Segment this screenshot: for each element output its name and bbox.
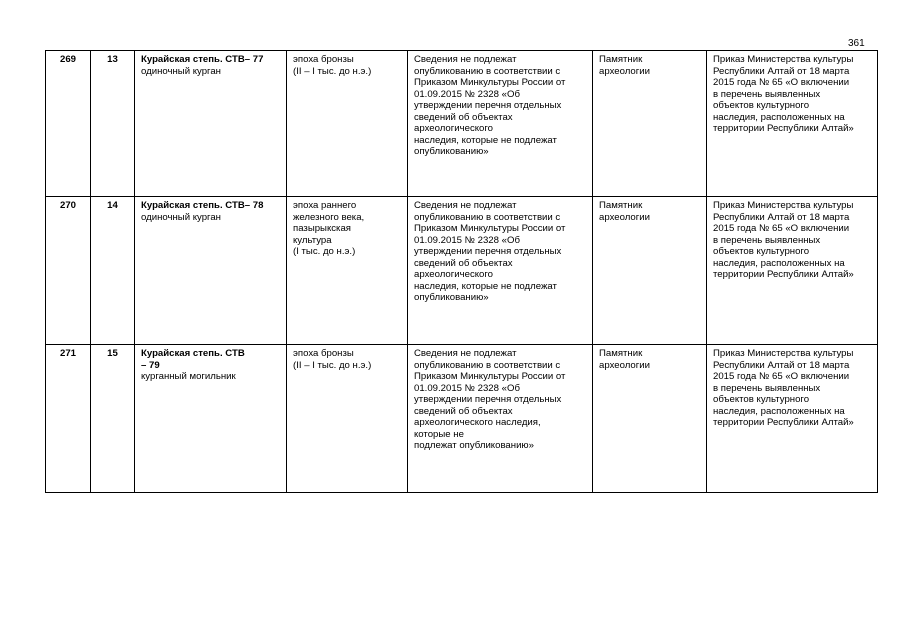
- item-number-cell: 14: [91, 197, 135, 345]
- site-type: курганный могильник: [141, 371, 236, 382]
- document-text: Приказ Министерства культуры Республики Алтай от 18 марта 2015 года № 65 «О включении в перечень выявленных объектов культурного наследия, расположенных на территории Республики Алтай»: [713, 200, 854, 280]
- table-row: [46, 345, 878, 493]
- category-cell: [593, 51, 707, 197]
- category-text: Памятник археологии: [599, 54, 650, 77]
- page-number: 361: [848, 38, 865, 49]
- site-name: Курайская степь. СТВ– 78: [141, 200, 264, 211]
- site-name-cell: [135, 197, 287, 345]
- dating-text: эпоха раннего железного века, пазырыкская культура (I тыс. до н.э.): [293, 200, 365, 257]
- category-cell: [593, 197, 707, 345]
- heritage-registry-table: [45, 50, 878, 493]
- document-cell: [707, 345, 878, 493]
- site-name: Курайская степь. СТВ– 77: [141, 54, 264, 65]
- location-cell: [408, 51, 593, 197]
- dating-cell: [287, 51, 408, 197]
- document-cell: [707, 51, 878, 197]
- site-name-cell: [135, 51, 287, 197]
- category-text: Памятник археологии: [599, 200, 650, 223]
- dating-text: эпоха бронзы (II – I тыс. до н.э.): [293, 54, 372, 77]
- category-text: Памятник археологии: [599, 348, 650, 371]
- document-text: Приказ Министерства культуры Республики Алтай от 18 марта 2015 года № 65 «О включении в перечень выявленных объектов культурного наследия, расположенных на территории Республики Алтай»: [713, 54, 854, 134]
- document-text: Приказ Министерства культуры Республики Алтай от 18 марта 2015 года № 65 «О включении в перечень выявленных объектов культурного наследия, расположенных на территории Республики Алтай»: [713, 348, 854, 428]
- category-cell: [593, 345, 707, 493]
- location-cell: [408, 197, 593, 345]
- site-type: одиночный курган: [141, 65, 221, 77]
- registry-number-cell: 271: [46, 345, 91, 493]
- registry-number-cell: 270: [46, 197, 91, 345]
- registry-number-cell: 269: [46, 51, 91, 197]
- dating-text: эпоха бронзы (II – I тыс. до н.э.): [293, 348, 372, 371]
- dating-cell: [287, 345, 408, 493]
- item-number-cell: 13: [91, 51, 135, 197]
- document-cell: [707, 197, 878, 345]
- location-text: Сведения не подлежат опубликованию в соответствии с Приказом Минкультуры России от 01.09.2015 № 2328 «Об утверждении перечня отдельных сведений об объектах археологического наследия, которые не подлежат опубликованию»: [414, 200, 566, 303]
- table-row: [46, 51, 878, 197]
- site-name-cell: [135, 345, 287, 493]
- site-type: одиночный курган: [141, 211, 221, 223]
- location-cell: [408, 345, 593, 493]
- dating-cell: [287, 197, 408, 345]
- item-number-cell: 15: [91, 345, 135, 493]
- site-name: Курайская степь. СТВ – 79: [141, 348, 245, 371]
- location-text: Сведения не подлежат опубликованию в соответствии с Приказом Минкультуры России от 01.09.2015 № 2328 «Об утверждении перечня отдельных сведений об объектах археологического наследия, которые не подлежат опубликованию»: [414, 348, 566, 451]
- table-row: [46, 197, 878, 345]
- location-text: Сведения не подлежат опубликованию в соответствии с Приказом Минкультуры России от 01.09.2015 № 2328 «Об утверждении перечня отдельных сведений об объектах археологического наследия, которые не подлежат опубликованию»: [414, 54, 566, 157]
